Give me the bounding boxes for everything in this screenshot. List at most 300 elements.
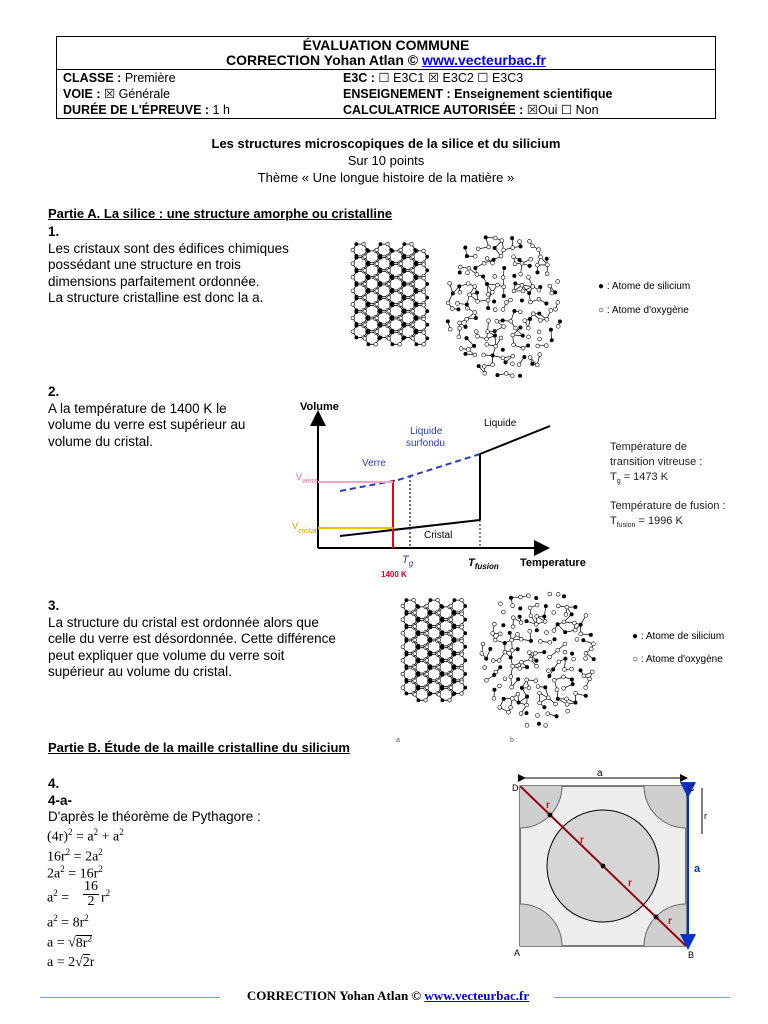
label-r-4: r [668,916,672,927]
liquide-surfondu-label-2: surfondu [406,438,445,449]
oxygen-atom [519,637,523,641]
oxygen-atom [518,310,522,314]
classe-row [63,71,176,85]
q3-line: supérieur au volume du cristal. [48,664,232,679]
lattice-ring [413,251,427,263]
silicon-atom [562,595,565,598]
calculatrice-row [343,103,599,117]
lattice-ring [365,265,379,277]
q2-number: 2. [48,384,60,399]
silicon-atom [496,373,499,376]
tf-note-2-main: T [610,515,617,528]
oxygen-atom [449,672,453,676]
enseignement-label: ENSEIGNEMENT : [343,87,451,101]
lattice-ring [389,305,403,317]
silicon-atom [379,270,382,273]
oxygen-atom [363,282,367,286]
oxygen-atom [411,323,415,327]
oxygen-atom [511,604,515,608]
silicon-atom [503,641,506,644]
oxygen-atom [476,299,480,303]
silicon-atom [405,692,408,695]
lattice-ring [353,244,367,256]
oxygen-atom [483,371,487,375]
silicon-atom [571,682,574,685]
oxygen-atom [548,284,552,288]
verre-label: Verre [362,458,386,469]
oxygen-atom [554,702,558,706]
oxygen-atom [482,364,486,368]
q3-block [48,598,378,681]
fig-label-a: a [396,737,400,744]
oxygen-atom [474,330,478,334]
oxygen-atom [485,257,489,261]
oxygen-atom [535,603,539,607]
oxygen-atom [556,300,560,304]
oxygen-atom [473,353,477,357]
oxygen-atom [535,363,539,367]
oxygen-atom [399,289,403,293]
silicon-atom [379,324,382,327]
lattice-ring [413,292,427,304]
silicon-atom [464,672,467,675]
oxygen-atom [525,703,529,707]
duree-value: 1 h [209,103,230,117]
silicon-atom [525,695,528,698]
silicon-atom [477,364,480,367]
oxygen-atom [555,688,559,692]
silica-structures-figure-1 [330,222,720,384]
oxygen-atom [565,697,569,701]
silicon-atom [570,613,573,616]
oxygen-atom [539,255,543,259]
oxygen-atom [498,684,502,688]
oxygen-atom [509,675,513,679]
oxygen-atom [465,306,469,310]
oxygen-atom [448,698,452,702]
lattice-ring [439,607,453,619]
oxygen-atom [496,283,500,287]
lattice-ring [377,271,391,283]
lattice-ring [451,682,465,694]
oxygen-atom [534,622,538,626]
oxygen-atom [446,301,450,305]
q1-line: possédant une structure en trois [48,257,241,272]
silicon-atom [453,653,456,656]
legend-oxygene: ○ : Atome d'oxygène [632,654,723,665]
lattice-ring [377,312,391,324]
silicon-atom [519,245,522,248]
cristal-label: Cristal [424,530,453,541]
lattice-ring [353,312,367,324]
oxygen-atom [552,629,556,633]
oxygen-atom [455,302,459,306]
q4a-number: 4-a- [48,792,73,808]
lattice-ring [353,299,367,311]
silicon-atom [391,290,394,293]
silicon-atom [458,285,461,288]
graph-notes [610,440,726,533]
silicon-atom [501,348,504,351]
silicon-atom [426,296,429,299]
oxygen-atom [480,652,484,656]
oxygen-atom [518,240,522,244]
oxygen-atom [422,290,426,294]
oxygen-atom [401,604,405,608]
tg-note-3-sub: g [616,478,621,486]
oxygen-atom [545,317,549,321]
oxygen-atom [483,666,487,670]
oxygen-atom [467,266,471,270]
oxygen-atom [526,326,530,330]
oxygen-atom [544,723,548,727]
diag-point [654,915,659,920]
classe-label: CLASSE : [63,71,122,85]
lattice-ring [401,244,415,256]
lattice-ring [389,278,403,290]
lattice-ring [427,682,441,694]
silica-structures-figure-2 [384,586,734,744]
oxygen-atom [512,343,516,347]
oxygen-atom [511,354,515,358]
silicon-atom [528,317,531,320]
silicon-atom [502,624,505,627]
silicon-atom [429,692,432,695]
oxygen-atom [528,239,532,243]
oxygen-atom [499,336,503,340]
tg-sub: g [408,559,414,568]
silicon-atom [415,343,418,346]
oxygen-atom [401,645,405,649]
silicon-atom [426,255,429,258]
oxygen-atom [520,261,524,265]
label-a-top: a [597,768,603,779]
oxygen-atom [582,674,586,678]
oxygen-atom [584,657,588,661]
q1-block [48,224,318,307]
tg-note-1: Température de [610,441,688,453]
oxygen-atom [534,679,538,683]
oxygen-atom [401,659,405,663]
oxygen-atom [458,290,462,294]
oxygen-atom [538,691,542,695]
silicon-atom [355,324,358,327]
intro-title: Les structures microscopiques de la silice et du silicium [211,136,561,151]
oxygen-atom [476,334,480,338]
oxygen-atom [375,248,379,252]
oxygen-atom [538,639,542,643]
oxygen-atom [556,604,560,608]
volume-temperature-graph [288,396,608,582]
label-r-side: r [704,811,707,821]
oxygen-atom [460,598,464,602]
lattice-ring [413,265,427,277]
math-eq-6: $a = √8r^2$ [47,933,92,951]
oxygen-atom [437,625,441,629]
header-subtitle-text: CORRECTION Yohan Atlan © [226,52,422,68]
silicon-atom [464,352,467,355]
oxygen-atom [549,309,553,313]
oxygen-atom [460,653,464,657]
silicon-atom [528,264,531,267]
oxygen-atom [563,642,567,646]
silicon-atom [535,596,538,599]
silicon-atom [391,249,394,252]
header-link[interactable]: www.vecteurbac.fr [421,52,546,68]
lattice-ring [415,634,429,646]
silicon-atom [554,291,557,294]
oxygen-atom [413,611,417,615]
oxygen-atom [499,602,503,606]
oxygen-atom [437,638,441,642]
oxygen-atom [537,330,541,334]
silicon-atom [493,329,496,332]
x-axis-label: Temperature [520,557,586,569]
silicon-atom [453,692,456,695]
oxygen-atom [527,686,531,690]
oxygen-atom [493,236,497,240]
silicon-atom [367,317,370,320]
lattice-ring [415,607,429,619]
oxygen-atom [401,618,405,622]
silicon-atom [535,659,538,662]
silicon-atom [525,711,528,714]
silicon-atom [403,324,406,327]
tfusion-label [468,557,499,571]
oxygen-atom [525,723,529,727]
silicon-atom [525,619,528,622]
oxygen-atom [565,605,569,609]
oxygen-atom [401,686,405,690]
label-B: B [688,950,695,960]
silicon-atom [403,283,406,286]
silicon-atom [523,355,526,358]
silicon-atom [403,311,406,314]
silicon-atom [501,319,504,322]
oxygen-atom [387,337,391,341]
lattice-ring [413,319,427,331]
oxygen-atom [574,691,578,695]
silicon-atom [543,615,546,618]
oxygen-atom [510,374,514,378]
oxygen-atom [510,697,514,701]
spacer [610,489,726,499]
silicon-atom [429,680,432,683]
silicon-atom [504,361,507,364]
oxygen-atom [449,604,453,608]
silicon-atom [492,300,495,303]
oxygen-atom [545,263,549,267]
oxygen-atom [584,651,588,655]
oxygen-atom [449,631,453,635]
silicon-atom [545,257,548,260]
silicon-atom [513,309,516,312]
oxygen-atom [519,621,523,625]
header-title: ÉVALUATION COMMUNE [302,37,470,53]
oxygen-atom [563,650,567,654]
silicon-atom [379,336,382,339]
footer-link[interactable]: www.vecteurbac.fr [424,988,530,1003]
silicon-atom [367,304,370,307]
lattice-ring [427,655,441,667]
lattice-ring [401,312,415,324]
oxygen-atom [437,665,441,669]
v-verre-sub: verre [302,478,318,485]
silicon-atom [481,275,484,278]
lattice-ring [403,600,417,612]
silicon-atom [446,320,449,323]
lattice-ring [451,641,465,653]
y-axis-label: Volume [300,401,339,413]
label-D: D [512,783,519,793]
lattice-ring [377,326,391,338]
oxygen-atom [504,301,508,305]
silicon-atom [510,236,513,239]
silicon-atom [493,688,496,691]
lattice-ring [427,600,441,612]
silicon-atom [538,312,541,315]
silicon-atom [415,263,418,266]
oxygen-atom [411,269,415,273]
oxygen-atom [527,275,531,279]
oxygen-atom [556,592,560,596]
silicon-atom [441,673,444,676]
oxygen-atom [387,269,391,273]
oxygen-atom [501,307,505,311]
silicon-atom [528,291,531,294]
oxygen-atom [473,310,477,314]
silicon-atom [426,282,429,285]
lattice-ring [415,689,429,701]
silicon-atom [405,612,408,615]
silicon-atom [391,343,394,346]
silicon-atom [429,612,432,615]
silicon-atom [549,328,552,331]
oxygen-atom [422,304,426,308]
oxygen-atom [485,337,489,341]
oxygen-atom [425,618,429,622]
oxygen-atom [497,659,501,663]
oxygen-atom [570,667,574,671]
lattice-ring [427,627,441,639]
oxygen-atom [375,275,379,279]
voie-value: ☒ Générale [100,87,171,101]
silicon-atom [563,631,566,634]
oxygen-atom [518,666,522,670]
silicon-atom [441,660,444,663]
oxygen-atom [492,696,496,700]
oxygen-atom [538,701,542,705]
silicon-atom [502,697,505,700]
silicon-atom [464,325,467,328]
silicon-atom [379,311,382,314]
oxygen-atom [460,692,464,696]
v-cristal-label [292,521,317,535]
oxygen-atom [413,638,417,642]
silicon-atom [391,277,394,280]
oxygen-atom [516,632,520,636]
oxygen-atom [527,651,531,655]
lattice-ring [377,244,391,256]
math-eq-1: $(4r)^2 = a^2 + a^2$ [47,827,124,845]
lattice-ring [353,271,367,283]
lattice-ring [401,299,415,311]
voie-label: VOIE : [63,87,101,101]
silicon-atom [486,306,489,309]
silicon-atom [367,277,370,280]
oxygen-atom [493,275,497,279]
q4-block [48,776,261,826]
oxygen-atom [543,620,547,624]
silicon-atom [464,618,467,621]
footer [224,988,552,1004]
q2-line: A la température de 1400 K le [48,400,227,416]
oxygen-atom [387,323,391,327]
oxygen-atom [525,678,529,682]
silicon-atom [543,650,546,653]
oxygen-atom [458,321,462,325]
oxygen-atom [363,337,367,341]
oxygen-atom [545,631,549,635]
silicon-atom [465,303,468,306]
oxygen-atom [511,616,515,620]
silicon-atom [379,297,382,300]
silicon-atom [441,605,444,608]
q1-line: dimensions parfaitement ordonnée. [48,273,260,289]
silicon-atom [453,626,456,629]
lattice-ring [377,299,391,311]
tf-note-2-sub: fusion [616,522,636,530]
oxygen-atom [387,255,391,259]
silicon-atom [464,632,467,635]
oxygen-atom [509,706,513,710]
silicon-atom [415,331,418,334]
oxygen-atom [399,303,403,307]
oxygen-atom [351,289,355,293]
v-cristal-sub: cristal [298,528,317,535]
lattice-ring [401,326,415,338]
lattice-ring [365,305,379,317]
silicon-atom [379,243,382,246]
silicon-atom [509,596,512,599]
silicon-atom [489,647,492,650]
lattice-ring [403,641,417,653]
oxygen-atom [511,625,515,629]
enseignement-row [343,87,613,101]
silicon-atom [355,270,358,273]
oxygen-atom [546,696,550,700]
silicon-atom [584,694,587,697]
oxygen-atom [484,678,488,682]
lattice-ring [439,634,453,646]
q2-line: volume du cristal. [48,433,154,449]
silicon-atom [474,316,477,319]
oxygen-atom [351,262,355,266]
silicon-atom [555,715,558,718]
silicon-atom [415,317,418,320]
oxygen-atom [425,659,429,663]
oxygen-atom [529,300,533,304]
lattice-ring [451,614,465,626]
silicon-atom [355,256,358,259]
lattice-ring [377,285,391,297]
oxygen-atom [573,628,577,632]
silicon-atom [441,633,444,636]
oxygen-atom [527,335,531,339]
silicon-atom [417,619,420,622]
e3c-value: ☐ E3C1 ☒ E3C2 ☐ E3C3 [374,71,524,85]
oxygen-atom [557,660,561,664]
